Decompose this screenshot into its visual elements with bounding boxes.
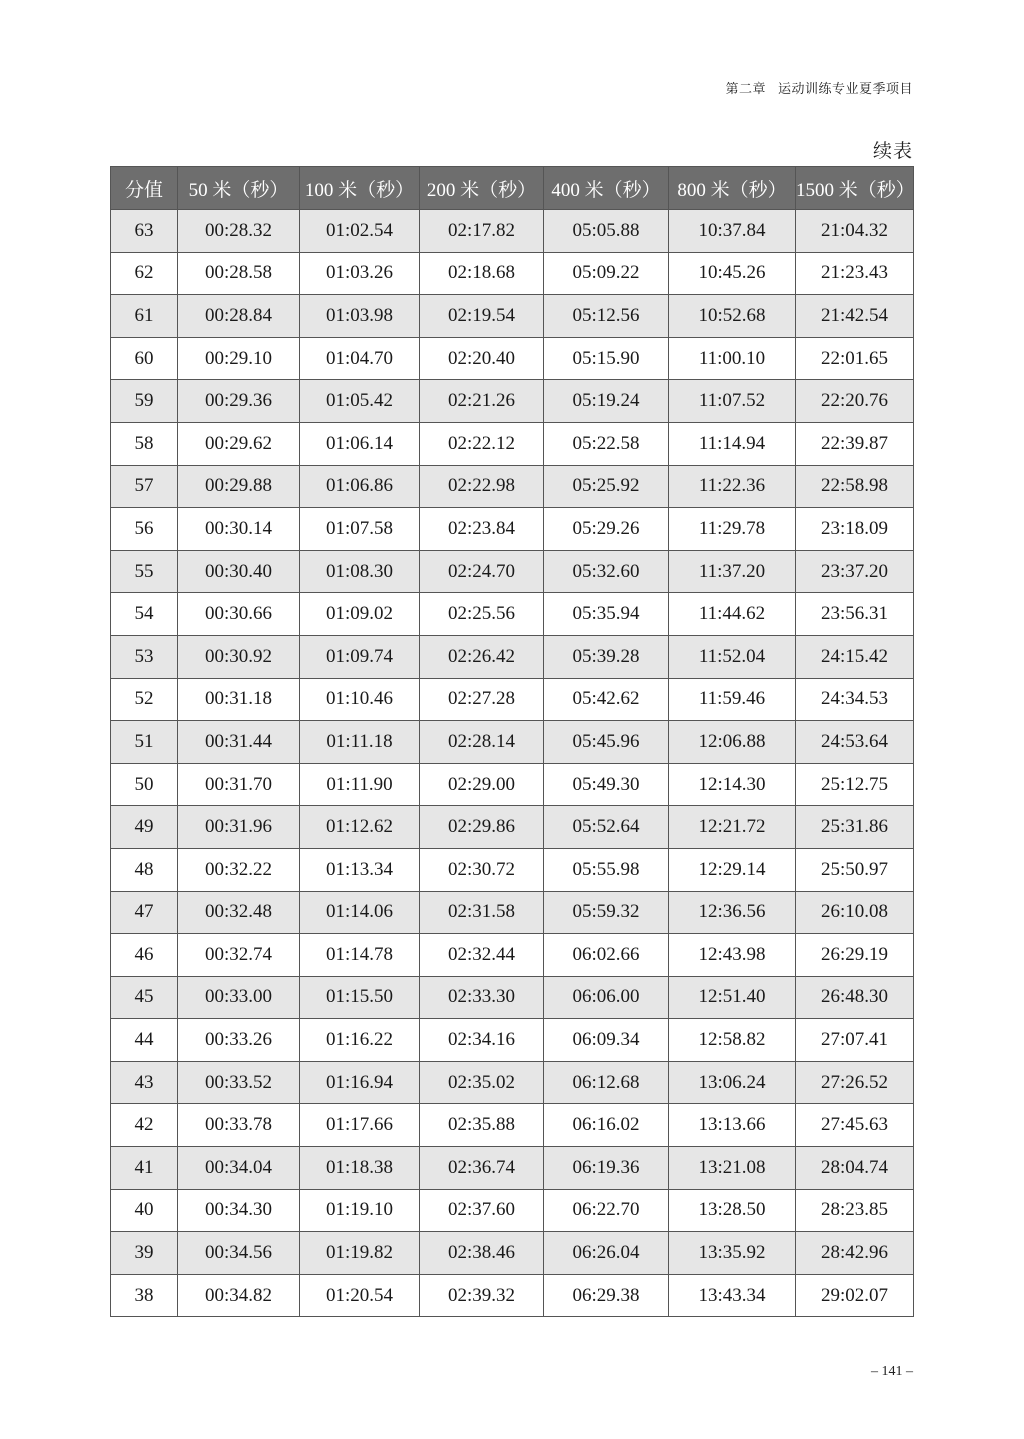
table-row: [111, 721, 914, 764]
table-row: [111, 848, 914, 891]
cell-400m: 06:06.00: [544, 976, 669, 1019]
cell-1500m: 21:04.32: [796, 210, 914, 253]
cell-400m: 05:19.24: [544, 380, 669, 423]
cell-1500m: 27:07.41: [796, 1019, 914, 1062]
cell-200m: 02:24.70: [420, 550, 544, 593]
cell-800m: 12:51.40: [669, 976, 796, 1019]
cell-1500m: 23:56.31: [796, 593, 914, 636]
cell-100m: 01:06.86: [300, 465, 420, 508]
cell-50m: 00:29.62: [178, 422, 300, 465]
cell-100m: 01:17.66: [300, 1104, 420, 1147]
cell-score: 59: [111, 380, 178, 423]
table-row: [111, 1104, 914, 1147]
cell-score: 40: [111, 1189, 178, 1232]
cell-1500m: 29:02.07: [796, 1274, 914, 1317]
table-row: [111, 763, 914, 806]
table-row: [111, 508, 914, 551]
table-row: [111, 976, 914, 1019]
cell-800m: 12:43.98: [669, 934, 796, 977]
cell-200m: 02:32.44: [420, 934, 544, 977]
cell-200m: 02:34.16: [420, 1019, 544, 1062]
cell-1500m: 24:34.53: [796, 678, 914, 721]
table-row: [111, 934, 914, 977]
header-1500m: 1500 米（秒）: [796, 167, 914, 210]
cell-400m: 05:05.88: [544, 210, 669, 253]
cell-400m: 05:25.92: [544, 465, 669, 508]
cell-400m: 05:15.90: [544, 337, 669, 380]
cell-1500m: 23:37.20: [796, 550, 914, 593]
cell-200m: 02:23.84: [420, 508, 544, 551]
cell-400m: 06:19.36: [544, 1147, 669, 1190]
cell-400m: 05:45.96: [544, 721, 669, 764]
cell-1500m: 26:10.08: [796, 891, 914, 934]
cell-1500m: 25:12.75: [796, 763, 914, 806]
table-row: [111, 1274, 914, 1317]
cell-50m: 00:34.82: [178, 1274, 300, 1317]
cell-50m: 00:33.26: [178, 1019, 300, 1062]
cell-100m: 01:02.54: [300, 210, 420, 253]
cell-score: 63: [111, 210, 178, 253]
cell-50m: 00:29.36: [178, 380, 300, 423]
cell-50m: 00:30.66: [178, 593, 300, 636]
cell-800m: 12:58.82: [669, 1019, 796, 1062]
cell-50m: 00:32.48: [178, 891, 300, 934]
cell-400m: 05:09.22: [544, 252, 669, 295]
cell-400m: 06:12.68: [544, 1061, 669, 1104]
cell-200m: 02:25.56: [420, 593, 544, 636]
cell-400m: 05:12.56: [544, 295, 669, 338]
cell-400m: 05:29.26: [544, 508, 669, 551]
cell-800m: 13:21.08: [669, 1147, 796, 1190]
cell-400m: 05:42.62: [544, 678, 669, 721]
cell-200m: 02:35.88: [420, 1104, 544, 1147]
cell-1500m: 22:39.87: [796, 422, 914, 465]
cell-50m: 00:31.96: [178, 806, 300, 849]
cell-800m: 10:52.68: [669, 295, 796, 338]
table-row: [111, 1232, 914, 1275]
cell-score: 45: [111, 976, 178, 1019]
cell-400m: 06:09.34: [544, 1019, 669, 1062]
cell-score: 62: [111, 252, 178, 295]
cell-score: 54: [111, 593, 178, 636]
table-row: [111, 252, 914, 295]
cell-400m: 06:29.38: [544, 1274, 669, 1317]
header-800m: 800 米（秒）: [669, 167, 796, 210]
cell-50m: 00:28.58: [178, 252, 300, 295]
table-row: [111, 1189, 914, 1232]
cell-800m: 11:37.20: [669, 550, 796, 593]
cell-400m: 06:02.66: [544, 934, 669, 977]
cell-200m: 02:17.82: [420, 210, 544, 253]
cell-200m: 02:22.98: [420, 465, 544, 508]
cell-score: 49: [111, 806, 178, 849]
cell-800m: 11:29.78: [669, 508, 796, 551]
cell-100m: 01:11.90: [300, 763, 420, 806]
cell-800m: 11:22.36: [669, 465, 796, 508]
cell-200m: 02:20.40: [420, 337, 544, 380]
cell-score: 52: [111, 678, 178, 721]
cell-200m: 02:28.14: [420, 721, 544, 764]
cell-score: 39: [111, 1232, 178, 1275]
cell-800m: 13:28.50: [669, 1189, 796, 1232]
table-row: [111, 465, 914, 508]
cell-1500m: 23:18.09: [796, 508, 914, 551]
cell-score: 61: [111, 295, 178, 338]
cell-score: 51: [111, 721, 178, 764]
cell-score: 50: [111, 763, 178, 806]
cell-800m: 12:29.14: [669, 848, 796, 891]
cell-1500m: 24:53.64: [796, 721, 914, 764]
cell-50m: 00:30.92: [178, 635, 300, 678]
cell-1500m: 22:01.65: [796, 337, 914, 380]
cell-50m: 00:28.84: [178, 295, 300, 338]
cell-100m: 01:10.46: [300, 678, 420, 721]
cell-50m: 00:33.78: [178, 1104, 300, 1147]
cell-800m: 12:21.72: [669, 806, 796, 849]
cell-400m: 05:32.60: [544, 550, 669, 593]
cell-score: 43: [111, 1061, 178, 1104]
cell-200m: 02:39.32: [420, 1274, 544, 1317]
cell-50m: 00:33.52: [178, 1061, 300, 1104]
header-50m: 50 米（秒）: [178, 167, 300, 210]
cell-100m: 01:15.50: [300, 976, 420, 1019]
table-body: [111, 210, 914, 1317]
score-table: [110, 166, 914, 1317]
cell-200m: 02:35.02: [420, 1061, 544, 1104]
cell-200m: 02:22.12: [420, 422, 544, 465]
cell-400m: 05:35.94: [544, 593, 669, 636]
cell-100m: 01:09.02: [300, 593, 420, 636]
cell-200m: 02:19.54: [420, 295, 544, 338]
running-head: [725, 78, 913, 97]
cell-100m: 01:13.34: [300, 848, 420, 891]
cell-400m: 06:26.04: [544, 1232, 669, 1275]
cell-400m: 06:16.02: [544, 1104, 669, 1147]
table-row: [111, 295, 914, 338]
header-200m: 200 米（秒）: [420, 167, 544, 210]
cell-score: 57: [111, 465, 178, 508]
table-row: [111, 891, 914, 934]
cell-50m: 00:29.10: [178, 337, 300, 380]
cell-200m: 02:37.60: [420, 1189, 544, 1232]
cell-50m: 00:31.44: [178, 721, 300, 764]
cell-200m: 02:30.72: [420, 848, 544, 891]
cell-400m: 05:52.64: [544, 806, 669, 849]
cell-50m: 00:34.04: [178, 1147, 300, 1190]
cell-50m: 00:28.32: [178, 210, 300, 253]
table-row: [111, 1019, 914, 1062]
cell-score: 38: [111, 1274, 178, 1317]
table-row: [111, 678, 914, 721]
table-row: [111, 210, 914, 253]
cell-100m: 01:04.70: [300, 337, 420, 380]
cell-1500m: 28:42.96: [796, 1232, 914, 1275]
cell-800m: 11:07.52: [669, 380, 796, 423]
page-number: – 141 –: [871, 1364, 913, 1379]
cell-800m: 10:37.84: [669, 210, 796, 253]
cell-1500m: 24:15.42: [796, 635, 914, 678]
cell-50m: 00:31.70: [178, 763, 300, 806]
cell-800m: 13:35.92: [669, 1232, 796, 1275]
cell-score: 41: [111, 1147, 178, 1190]
cell-50m: 00:30.14: [178, 508, 300, 551]
cell-score: 46: [111, 934, 178, 977]
cell-400m: 06:22.70: [544, 1189, 669, 1232]
cell-100m: 01:12.62: [300, 806, 420, 849]
cell-100m: 01:05.42: [300, 380, 420, 423]
header-100m: 100 米（秒）: [300, 167, 420, 210]
cell-1500m: 27:45.63: [796, 1104, 914, 1147]
cell-100m: 01:18.38: [300, 1147, 420, 1190]
cell-800m: 11:52.04: [669, 635, 796, 678]
cell-1500m: 26:29.19: [796, 934, 914, 977]
running-head-title: 运动训练专业夏季项目: [777, 81, 913, 96]
table-row: [111, 550, 914, 593]
table-header-row: [111, 167, 914, 210]
cell-100m: 01:16.22: [300, 1019, 420, 1062]
cell-1500m: 26:48.30: [796, 976, 914, 1019]
cell-100m: 01:03.98: [300, 295, 420, 338]
cell-200m: 02:36.74: [420, 1147, 544, 1190]
cell-100m: 01:08.30: [300, 550, 420, 593]
cell-800m: 12:36.56: [669, 891, 796, 934]
cell-400m: 05:39.28: [544, 635, 669, 678]
cell-1500m: 27:26.52: [796, 1061, 914, 1104]
cell-100m: 01:03.26: [300, 252, 420, 295]
cell-200m: 02:18.68: [420, 252, 544, 295]
table-row: [111, 1061, 914, 1104]
cell-200m: 02:21.26: [420, 380, 544, 423]
cell-score: 55: [111, 550, 178, 593]
cell-400m: 05:49.30: [544, 763, 669, 806]
cell-score: 42: [111, 1104, 178, 1147]
cell-200m: 02:29.86: [420, 806, 544, 849]
cell-800m: 13:06.24: [669, 1061, 796, 1104]
cell-1500m: 21:42.54: [796, 295, 914, 338]
cell-200m: 02:26.42: [420, 635, 544, 678]
cell-score: 56: [111, 508, 178, 551]
cell-100m: 01:14.06: [300, 891, 420, 934]
cell-1500m: 28:23.85: [796, 1189, 914, 1232]
cell-50m: 00:34.30: [178, 1189, 300, 1232]
cell-800m: 11:14.94: [669, 422, 796, 465]
table-row: [111, 1147, 914, 1190]
cell-1500m: 22:20.76: [796, 380, 914, 423]
cell-200m: 02:27.28: [420, 678, 544, 721]
cell-100m: 01:19.82: [300, 1232, 420, 1275]
cell-200m: 02:38.46: [420, 1232, 544, 1275]
table-row: [111, 593, 914, 636]
cell-1500m: 22:58.98: [796, 465, 914, 508]
cell-200m: 02:29.00: [420, 763, 544, 806]
cell-1500m: 25:31.86: [796, 806, 914, 849]
table-row: [111, 422, 914, 465]
table-row: [111, 337, 914, 380]
header-score: 分值: [111, 167, 178, 210]
cell-100m: 01:19.10: [300, 1189, 420, 1232]
cell-score: 53: [111, 635, 178, 678]
cell-50m: 00:34.56: [178, 1232, 300, 1275]
cell-100m: 01:11.18: [300, 721, 420, 764]
cell-100m: 01:07.58: [300, 508, 420, 551]
table-row: [111, 806, 914, 849]
cell-100m: 01:09.74: [300, 635, 420, 678]
cell-50m: 00:32.74: [178, 934, 300, 977]
cell-100m: 01:20.54: [300, 1274, 420, 1317]
table-row: [111, 635, 914, 678]
cell-200m: 02:33.30: [420, 976, 544, 1019]
cell-1500m: 28:04.74: [796, 1147, 914, 1190]
cell-score: 47: [111, 891, 178, 934]
cell-50m: 00:33.00: [178, 976, 300, 1019]
running-head-chapter: 第二章: [725, 81, 766, 96]
cell-1500m: 25:50.97: [796, 848, 914, 891]
cell-800m: 13:43.34: [669, 1274, 796, 1317]
cell-score: 60: [111, 337, 178, 380]
cell-200m: 02:31.58: [420, 891, 544, 934]
table-row: [111, 380, 914, 423]
cell-800m: 12:14.30: [669, 763, 796, 806]
header-400m: 400 米（秒）: [544, 167, 669, 210]
cell-score: 48: [111, 848, 178, 891]
cell-800m: 11:44.62: [669, 593, 796, 636]
cell-1500m: 21:23.43: [796, 252, 914, 295]
cell-100m: 01:06.14: [300, 422, 420, 465]
cell-800m: 11:00.10: [669, 337, 796, 380]
cell-400m: 05:59.32: [544, 891, 669, 934]
cell-score: 44: [111, 1019, 178, 1062]
cell-100m: 01:14.78: [300, 934, 420, 977]
cell-800m: 10:45.26: [669, 252, 796, 295]
cell-50m: 00:29.88: [178, 465, 300, 508]
cell-800m: 13:13.66: [669, 1104, 796, 1147]
cell-400m: 05:22.58: [544, 422, 669, 465]
cell-800m: 12:06.88: [669, 721, 796, 764]
cell-score: 58: [111, 422, 178, 465]
cell-100m: 01:16.94: [300, 1061, 420, 1104]
cell-800m: 11:59.46: [669, 678, 796, 721]
cell-400m: 05:55.98: [544, 848, 669, 891]
cell-50m: 00:30.40: [178, 550, 300, 593]
cell-50m: 00:31.18: [178, 678, 300, 721]
continued-label: 续表: [872, 141, 913, 162]
cell-50m: 00:32.22: [178, 848, 300, 891]
